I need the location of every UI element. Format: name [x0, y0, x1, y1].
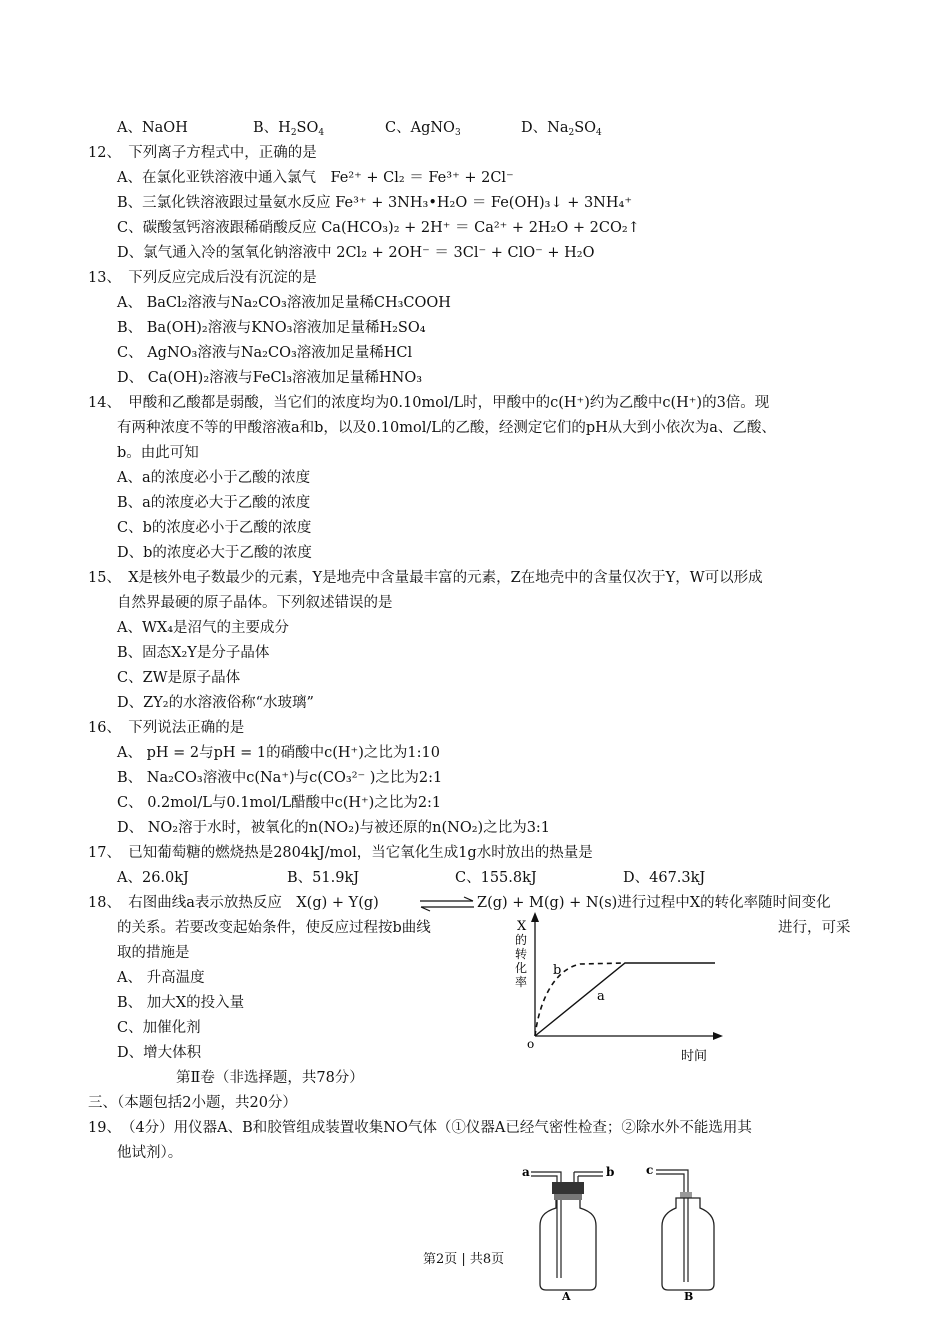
apparatus-a-caption: A: [562, 1290, 571, 1300]
q18-stem-line1-pre: 18、 右图曲线a表示放热反应 X(g) + Y(g): [88, 895, 379, 911]
apparatus-a: [518, 1160, 618, 1300]
q13-option-b: B、 Ba(OH)₂溶液与KNO₃溶液加足量稀H₂SO₄: [117, 320, 426, 336]
graph-ylabel-1: 的: [515, 933, 528, 947]
q16-option-d: D、 NO₂溶于水时，被氧化的n(NO₂)与被还原的n(NO₂)之比为3:1: [117, 820, 551, 836]
q15-option-a: A、WX₄是沼气的主要成分: [117, 620, 290, 636]
curve-a-label: a: [597, 989, 605, 1004]
q17-option-a: A、26.0kJ: [117, 870, 189, 886]
q15-stem-line1: 15、 X是核外电子数最少的元素，Y是地壳中含量最丰富的元素，Z在地壳中的含量仅次于Y，W可以形成: [88, 570, 763, 586]
q13-option-a: A、 BaCl₂溶液与Na₂CO₃溶液加足量稀CH₃COOH: [117, 295, 451, 311]
q13-option-d: D、 Ca(OH)₂溶液与FeCl₃溶液加足量稀HNO₃: [117, 370, 423, 386]
graph-xlabel: 时间: [681, 1049, 708, 1064]
q18-option-b: B、 加大X的投入量: [117, 995, 245, 1011]
q11-option-c: C、AgNO$_3$: [385, 120, 461, 138]
q16-option-a: A、 pH = 2与pH = 1的硝酸中c(H⁺)之比为1:10: [117, 745, 440, 761]
q16-stem: 16、 下列说法正确的是: [88, 720, 245, 736]
q12-option-a: A、在氯化亚铁溶液中通入氯气 Fe²⁺ + Cl₂ ＝ Fe³⁺ + 2Cl⁻: [117, 170, 514, 186]
curve-a: [535, 963, 715, 1036]
q18-stem-line2-pre: 的关系。若要改变起始条件，使反应过程按b曲线: [117, 920, 431, 936]
page-footer: 第2页 | 共8页: [423, 1252, 505, 1267]
q17-option-c: C、155.8kJ: [455, 870, 537, 886]
graph-ylabel-2: 转: [515, 947, 528, 961]
q16-option-b: B、 Na₂CO₃溶液中c(Na⁺)与c(CO₃²⁻ )之比为2:1: [117, 770, 443, 786]
graph-y-arrow-icon: [531, 912, 539, 922]
q17-options: [117, 868, 705, 888]
q18-stem-line1-post: Z(g) + M(g) + N(s)进行过程中X的转化率随时间变化: [477, 895, 831, 911]
q11-option-b: B、$H_2SO_4$: [253, 120, 325, 138]
graph-ylabel-4: 率: [515, 975, 528, 989]
q17-stem: 17、 已知葡萄糖的燃烧热是2804kJ/mol，当它氧化生成1g水时放出的热量是: [88, 845, 593, 861]
tube-a-label: a: [522, 1165, 530, 1179]
q12-option-b: B、三氯化铁溶液跟过量氨水反应 Fe³⁺ + 3NH₃•H₂O ＝ Fe(OH)₃↓ + 3NH₄⁺: [117, 195, 632, 211]
q11-option-a: A、NaOH: [117, 120, 188, 136]
q14-option-a: A、a的浓度必小于乙酸的浓度: [117, 470, 311, 486]
q18-option-a: A、 升高温度: [117, 970, 205, 986]
part2-title: 第Ⅱ卷（非选择题，共78分）: [176, 1070, 364, 1086]
graph-origin: o: [527, 1037, 535, 1051]
q12-option-d: D、氯气通入冷的氢氧化钠溶液中 2Cl₂ + 2OH⁻ ＝ 3Cl⁻ + ClO⁻ + H₂O: [117, 245, 595, 261]
curve-b-label: b: [553, 963, 562, 978]
q13-stem: 13、 下列反应完成后没有沉淀的是: [88, 270, 317, 286]
graph-x-arrow-icon: [713, 1032, 723, 1040]
q13-option-c: C、 AgNO₃溶液与Na₂CO₃溶液加足量稀HCl: [117, 345, 413, 361]
q18-option-d: D、增大体积: [117, 1045, 202, 1061]
q17-option-b: B、51.9kJ: [287, 870, 360, 886]
q12-stem: 12、 下列离子方程式中，正确的是: [88, 145, 317, 161]
tube-c-label: c: [646, 1163, 654, 1177]
q15-option-c: C、ZW是原子晶体: [117, 670, 241, 686]
q11-options: [117, 118, 602, 138]
conversion-rate-graph: [505, 908, 730, 1068]
q19-stem-line1: 19、 （4分）用仪器A、B和胶管组成装置收集NO气体（①仪器A已经气密性检查；②除水外不能选用其: [88, 1120, 752, 1136]
graph-ylabel-3: 化: [515, 961, 528, 975]
apparatus-b: [642, 1160, 732, 1300]
equilibrium-arrow-icon: [418, 896, 476, 912]
apparatus-b-caption: B: [684, 1290, 694, 1300]
q11-option-d: D、$Na_2SO_4$: [521, 120, 602, 138]
q15-option-d: D、ZY₂的水溶液俗称“水玻璃”: [117, 695, 314, 711]
q18-stem-line3: 取的措施是: [117, 945, 190, 961]
q14-option-c: C、b的浓度必小于乙酸的浓度: [117, 520, 312, 536]
q18-stem-line2-post: 进行，可采: [778, 920, 851, 936]
tube-b-label: b: [606, 1165, 615, 1179]
q15-stem-line2: 自然界最硬的原子晶体。下列叙述错误的是: [117, 595, 393, 611]
q18-option-c: C、加催化剂: [117, 1020, 201, 1036]
q14-option-d: D、b的浓度必大于乙酸的浓度: [117, 545, 312, 561]
q14-stem-line2: 有两种浓度不等的甲酸溶液a和b，以及0.10mol/L的乙酸，经测定它们的pH从大到小依次为a、乙酸、: [117, 420, 776, 436]
q14-stem-line3: b。由此可知: [117, 445, 199, 461]
q16-option-c: C、 0.2mol/L与0.1mol/L醋酸中c(H⁺)之比为2:1: [117, 795, 442, 811]
q15-option-b: B、固态X₂Y是分子晶体: [117, 645, 270, 661]
q14-option-b: B、a的浓度必大于乙酸的浓度: [117, 495, 311, 511]
q19-stem-line2: 他试剂）。: [117, 1145, 183, 1161]
q12-option-c: C、碳酸氢钙溶液跟稀硝酸反应 Ca(HCO₃)₂ + 2H⁺ ＝ Ca²⁺ + 2H₂O + 2CO₂↑: [117, 220, 640, 236]
q17-option-d: D、467.3kJ: [623, 870, 706, 886]
section3-title: 三、（本题包括2小题，共20分）: [88, 1095, 297, 1111]
graph-ylabel-0: X: [517, 919, 527, 934]
q14-stem-line1: 14、 甲酸和乙酸都是弱酸，当它们的浓度均为0.10mol/L时，甲酸中的c(H⁺)约为乙酸中c(H⁺)的3倍。现: [88, 395, 770, 411]
